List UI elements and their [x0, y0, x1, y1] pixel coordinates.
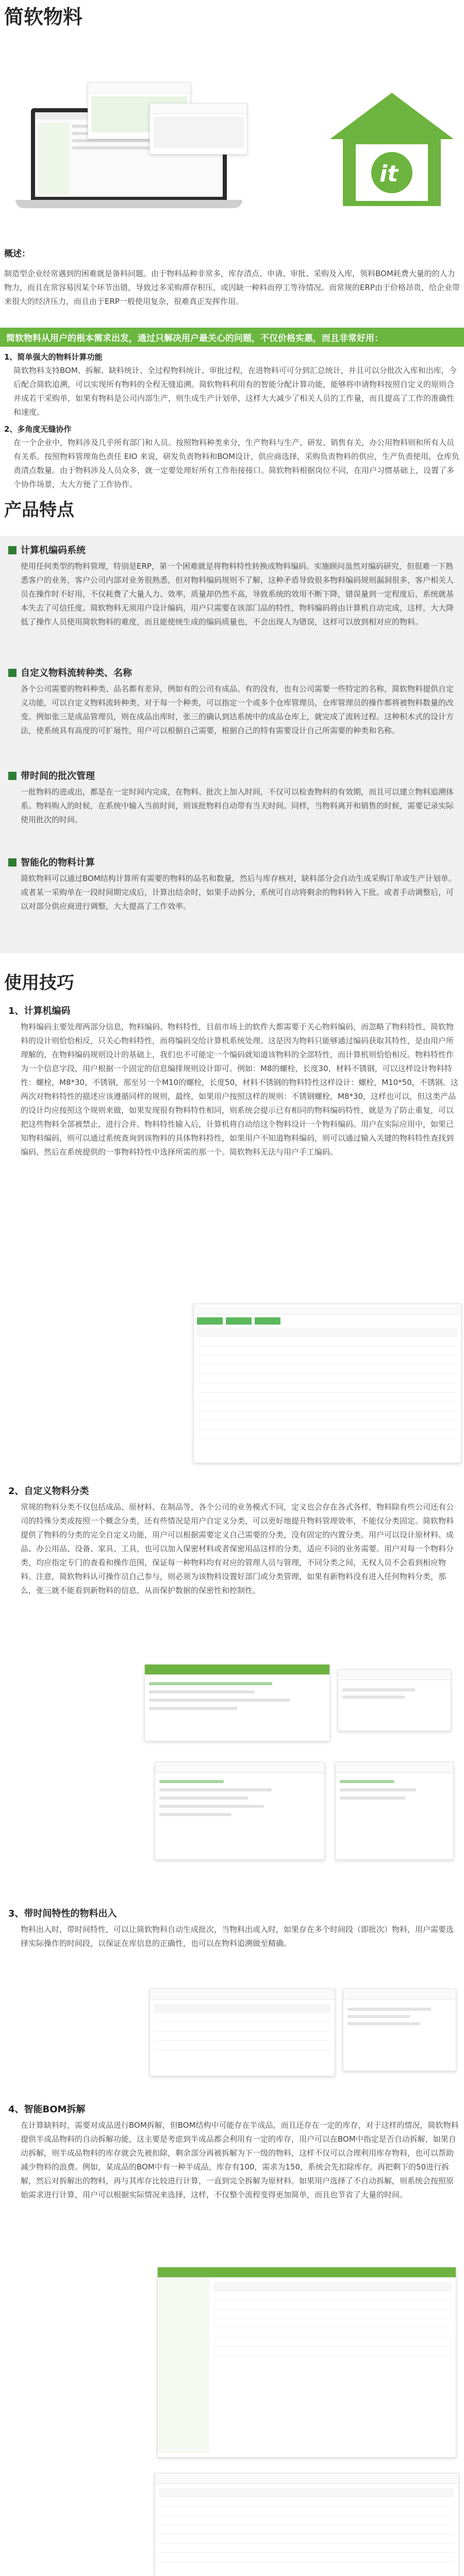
house-logo	[325, 88, 459, 211]
feature-1-text: 使用任何类型的物料管理，特别是ERP，第一个困难就是将物料特性转换成物料编码。实施顾问虽然对编码研究，但很难一下熟悉客户的业务，客户公司内部对业务很熟悉，但对物料编码规则不了解，这种矛盾导致很多物料编码规则漏洞很多，客户相关人员在操作时不好用，不仅耗费了大量人力、效率，质量却仍然不高，导致系统的效用不断下降，错误量到一定程度后，系统就基本失去了可信任度。简软物料无须用户设计编码，用户只需要在该部门品的特性，物料编码将由计算机自动完成，这样，大大降低了操作人员使用简软物料的难度，而且能使统生成的编码质量也，不会出现人为错误，这样可以放到相对应的物料。	[21, 562, 454, 626]
feature-3-title: 带时间的批次管理	[8, 769, 95, 782]
mockup-window-2	[150, 103, 247, 155]
overview-title: 概述：	[4, 249, 30, 259]
page-title: 简软物料	[4, 6, 83, 28]
feature-2-title: 自定义物料流转种类、名称	[8, 666, 132, 679]
screenshot-encoding	[193, 1303, 461, 1463]
banner: 简软物料从用户的根本需求出发，通过只解决用户最关心的问题，不仅价格实惠，而且非常好用：	[0, 328, 464, 347]
feature-3-text: 一批物料的进或出，都是在一定时间内完成，在物料、批次上加入时间，不仅可以检查物料的有效期，而且可以建立物料追溯体系。物料购入的时候，在系统中输入当前时间，则该批物料自动带有当天时间。同样，当物料离开和销售的时候，需要记录实际使用批次的时间。	[21, 787, 454, 824]
point2-text: 在一个企业中，物料涉及几乎所有部门和人员。按照物料种类来分，生产物料与生产、研发、销售有关，办公用物料则和所有人员有关系。按照物料管理角色责任 EIO 来说，研发负责物料和BOM设计，供应商选择，采购负责物料的供应，生产负责使用，仓库负责清点数量。由于物料涉及人员众多，就一定要处理好所有工作衔接接口。简软物料根据岗位不同，在用户习惯基础上，设置了多个协作场景，大大方便了工作协作。	[13, 438, 460, 489]
tip1-text: 物料编码主要处理两部分信息，物料编码、物料特性，目前市场上的软件大都需要于关心物料编码，而忽略了物料特性，简软物料的设计则恰恰相反，只关心物料特性，而将编码交给计算机系统处理。这是因为物料只能够通过编码获取其特性，是由用户所理解的，在物料编码规则设计的基础上，我们也不可能定一个编码就知道该物料的全部特性，而计算机则恰恰相反。物料特性作为一个信息字段，用户根据一个固定的信息编排规则设计即可。例如：M8的螺栓，长度30，材料不锈钢，可以这样设计物料特性：螺栓，M8*30，不锈钢，那至另一个M10的螺栓，长度50，材料不锈钢的物料特性这样设计：螺栓，M10*50，不锈钢。这两次对物料特性的描述应该遵循同样的规则，最终，如果用户按照这样的规则：不锈钢螺栓，M8*30，这样也可以，但这类产品的设计均应按照这个规则来做，如果发现很有物料特性相同，则系统会提示已有相同的物料编码特性，就是为了防止重复，可以把这些物料全部被禁止，进行合并。物料特性输入后，计算机将自动给这个物料设计一个物料编码。用户在实际应用中，如果已知物料编码，则可以通过系统查询到该物料的具体物料特性，如果用户不知道物料编码，则可以通过输入关键的物料特性查找到编码，然后在系统提供的一事物料特性中选择所需的那一个。简软物料无法与用户手工编码。	[21, 1022, 458, 1157]
square-bullet-icon	[8, 858, 16, 867]
screenshot-bom-1	[157, 2267, 456, 2458]
tip4-title: 4、智能BOM拆解	[8, 2104, 86, 2115]
point1-text: 简软物料支持BOM、拆解、缺料统计、全过程物料统计、审批过程，在进物料可可分到汇总统计，并且可以分批次入库和出库，今后配合简软追溯，可以实现所有物料的全程无缝追溯。简软物料利用有的智能分配计算功能，能够将申请物料按照自定义的原则合并成若干采购单，如果有物料是公司内部生产，则生成生产计划单，这样大大减少了相关人员的工作量，而且提高了工作的准确性和速度。	[13, 366, 457, 417]
feature-2-text: 各个公司需要的物料种类、品名都有差异，例如有的公司有成品、有的没有，也有公司需要一些特定的名称，简软物料提供自定义功能，可以自定义物料流转种类、对于每一个种类，可以指定一个或多个仓库管理员，仓库管理员的操作都将被物料数量的改变。例如张三是成品管理员，则在成品出库时，张三的确认到达系统中的成品仓库上，就完成了流转过程。这种积木式的设计方法，使系统具有高度的可扩展性，用户可以根据自己需要，根据自己的特有需要设计自己所需要的种类和名称。	[21, 684, 454, 735]
tip3-text: 物料出入时，带时间特性，可以让简软物料自动生成批次，当物料出或入时，如果存在多个时间段（即批次）物料，用户需要选择实际操作的时间段，以保证在库信息的正确性，也可以在物料追溯做至精确。	[21, 1925, 454, 1948]
square-bullet-icon	[8, 669, 16, 677]
point2-title: 2、多角度无缝协作	[4, 425, 72, 434]
tip1-title: 1、计算机编码	[8, 1006, 71, 1016]
tip3-title: 3、带时间特性的物料出入	[8, 1908, 117, 1919]
screenshot-category-3	[155, 1762, 325, 1860]
overview-text: 制造型企业经常遇到的困难就是备料问题。由于物料品种非常多，库存清点、申请、审批、采购及入库，领料BOM耗费大量的的人力物力，而且在常容易因某个环节出错，导致过多采购滞存积压，或因缺一种料而停工等待情况。而常规的ERP由于价格昂贵，给企业带来很大的经济压力，而且由于ERP一般使用复杂，很难真正发挥作用。	[4, 269, 460, 306]
usage-title: 使用技巧	[4, 973, 74, 993]
screenshot-category-2	[338, 1669, 451, 1731]
laptop-base	[15, 200, 242, 208]
square-bullet-icon	[8, 772, 16, 780]
tip2-text: 常规的物料分类不仅包括成品、原材料、在制品等，各个公司的业务模式不同，定义也会存在各式各样，物料除有些公司还有公司的特殊分类或按照一个概念分类，还有些情况是用户自定义分类，可以更好地提升物料管理效率，不能仅分类固定。简软物料提供了物料的分类的完全自定义功能，用户可以根据需要定义自己需要的分类，没有固定的内置分类。用户可以设计原材料、成品、办公用品、设备、家具、工具，也可以加入保密材料或者保密用品这样的分类，适应不同的业务需要。用户对每一个物料分类，均应指定专门的查看和操作范围，保证每一种物料均有对应的管理人员与管理，不同分类之间，无权人员不会看到相应物料。注意，简软物料认可操作员自己参与，则必须为该物料设置好部门或分类管理，如果有新物料没有进入任何物料分类，那么，张三就不能看到新物料的信息，从而保护数据的保密性和控制性。	[21, 1502, 454, 1595]
screenshot-category-1	[144, 1664, 330, 1741]
screenshot-category-4	[335, 1762, 454, 1860]
feature-1-title: 计算机编码系统	[8, 543, 86, 556]
screenshot-batch-2	[343, 1989, 456, 2071]
square-bullet-icon	[8, 546, 16, 554]
point1-title: 1、简单强大的物料计算功能	[4, 352, 103, 362]
svg-text:it: it	[379, 161, 399, 187]
features-title: 产品特点	[4, 500, 74, 520]
feature-4-title: 智能化的物料计算	[8, 855, 95, 869]
feature-4-text: 简软物料可以通过BOM结构计算所有需要的物料的品名和数量，然后与库存核对，缺料部分会自动生成采购订单或生产计划单。或者某一采购单在一段时间期完成后，计算出结余时，如果手动拆分，系统可自动将剩余的物料转入下批。或者手动调整后，可以对部分供应商进行调整，大大提高了工作效率。	[21, 874, 456, 911]
screenshot-bom-2	[155, 2473, 459, 2576]
screenshot-batch-1	[150, 1989, 335, 2076]
tip2-title: 2、自定义物料分类	[8, 1486, 89, 1497]
tip4-text: 在计算缺料时，需要对成品进行BOM拆解，但BOM结构中可能存在半成品，而且还存在一定的库存，对于这样的情况，简软物料提供半成品物料的自动拆解功能，这主要是考虑到半成品都会利用有一定的库存，用户可以在BOM中指定是否自动拆解，如果自动拆解，则半成品物料的库存就会先被扣除，剩余部分再被拆解为下一级的物料，这样不仅可以合理利用库存物料，也可以帮助减少物料的浪费。例如，某成品的BOM中有一种半成品，库存有100，需求为150，系统会先扣除库存，再把剩下的50进行拆解，然后对拆解出的物料，再与其库存比较进行计算，一直到完全拆解为原材料。如果用户选择了不自动拆解，则系统会按照原始需求进行计算，用户可以根据实际情况来选择，这样，不仅整个流程变得更加简单，而且也节省了大量的时间。	[21, 2121, 459, 2199]
hero-illustration	[10, 82, 253, 211]
features-box	[0, 536, 464, 953]
